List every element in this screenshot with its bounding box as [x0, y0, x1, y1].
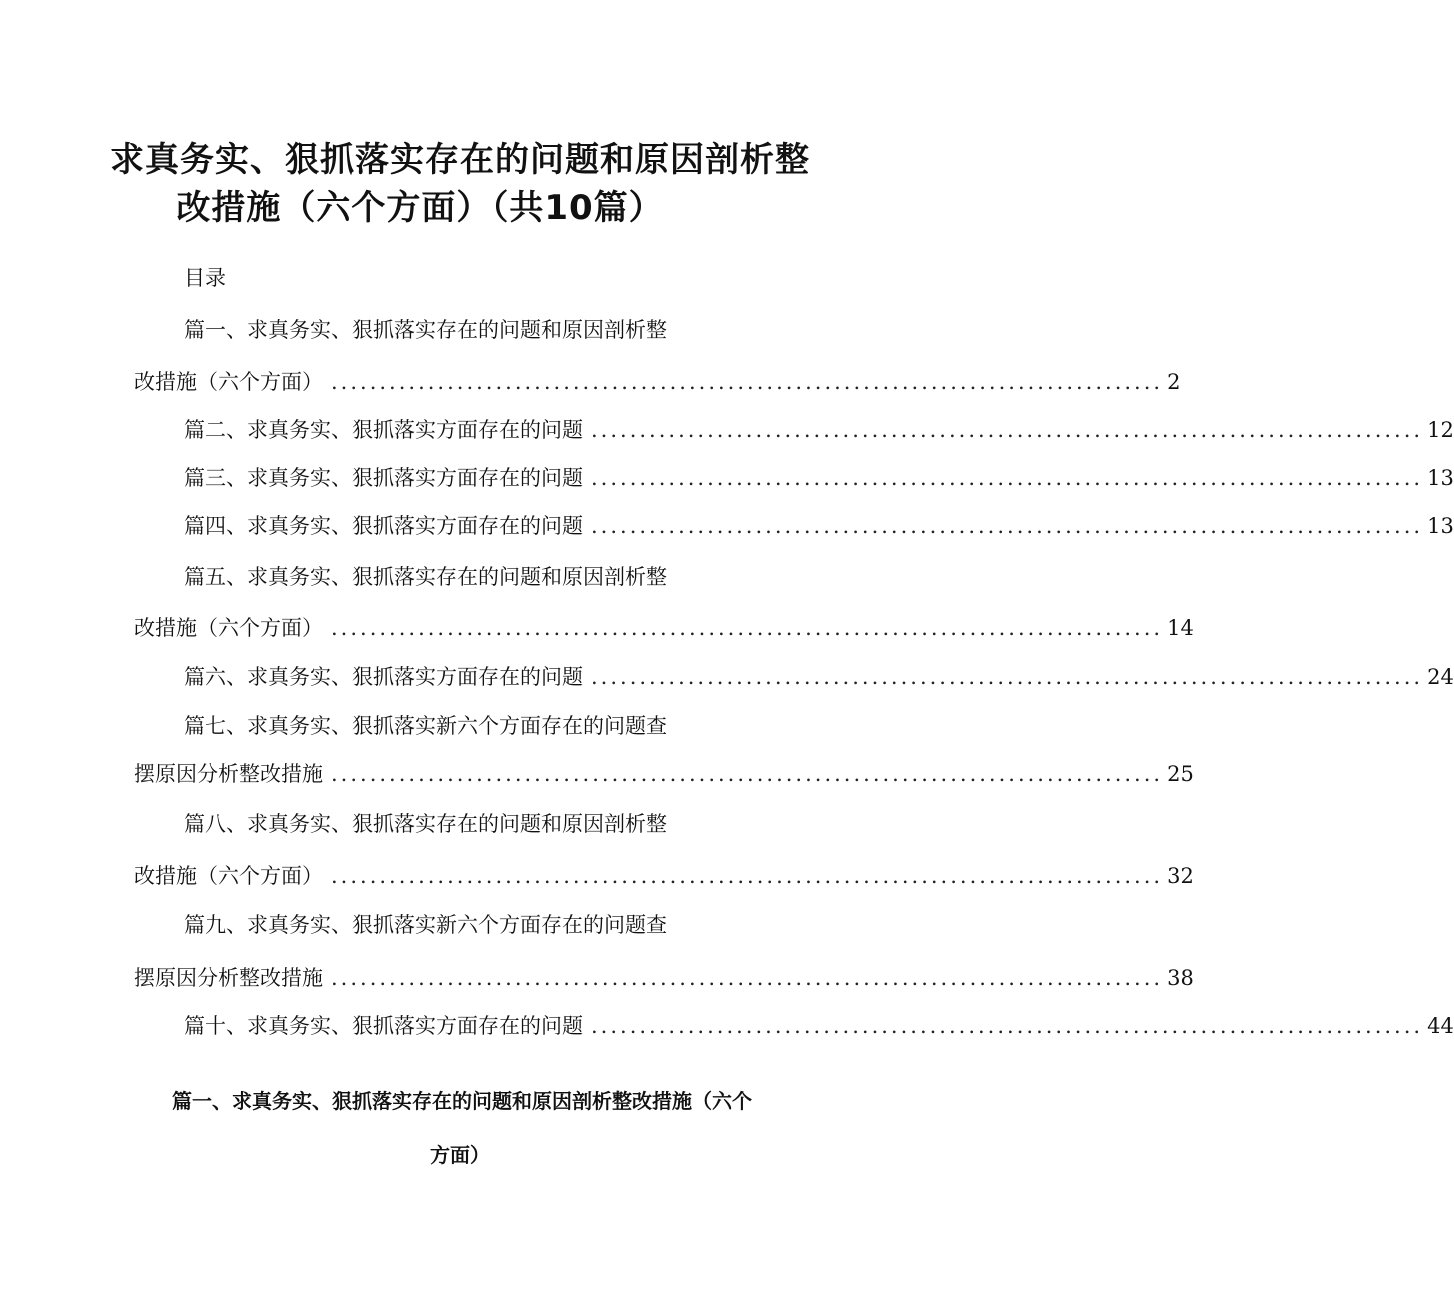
toc-entry-1-line-1[interactable]: 篇一、求真务实、狠抓落实存在的问题和原因剖析整: [184, 318, 667, 342]
toc-entry-text: 篇十、求真务实、狠抓落实方面存在的问题: [184, 1014, 583, 1038]
toc-page-number: 12: [1427, 418, 1454, 442]
toc-page-number: 2: [1167, 370, 1181, 394]
toc-page-number: 38: [1167, 966, 1194, 990]
toc-entry-3[interactable]: [184, 462, 1454, 494]
section-heading-line-1: 篇一、求真务实、狠抓落实存在的问题和原因剖析整改措施（六个: [172, 1089, 752, 1113]
toc-page-number: 44: [1427, 1014, 1454, 1038]
toc-leader-dots: ......................................................................................: [331, 616, 1164, 640]
toc-entry-text: 摆原因分析整改措施: [134, 762, 323, 786]
toc-entry-text: 改措施（六个方面）: [134, 370, 323, 394]
toc-leader-dots: ......................................................................................: [591, 1014, 1424, 1038]
toc-entry-8-line-1[interactable]: 篇八、求真务实、狠抓落实存在的问题和原因剖析整: [184, 812, 667, 836]
toc-leader-dots: ......................................................................................: [331, 762, 1164, 786]
toc-heading: 目录: [184, 266, 226, 290]
toc-entry-text: 摆原因分析整改措施: [134, 966, 323, 990]
toc-page-number: 25: [1167, 762, 1194, 786]
toc-entry-text: 改措施（六个方面）: [134, 864, 323, 888]
toc-entry-text: 篇二、求真务实、狠抓落实方面存在的问题: [184, 418, 583, 442]
toc-page-number: 32: [1167, 864, 1194, 888]
toc-leader-dots: ......................................................................................: [591, 466, 1424, 490]
toc-entry-text: 篇三、求真务实、狠抓落实方面存在的问题: [184, 466, 583, 490]
document-title-line-2: 改措施（六个方面）（共10篇）: [176, 188, 664, 228]
toc-entry-4[interactable]: [184, 510, 1454, 542]
toc-entry-9-line-1[interactable]: 篇九、求真务实、狠抓落实新六个方面存在的问题查: [184, 913, 667, 937]
toc-leader-dots: ......................................................................................: [331, 370, 1164, 394]
toc-leader-dots: ......................................................................................: [331, 864, 1164, 888]
document-title-line-1: 求真务实、狠抓落实存在的问题和原因剖析整: [110, 140, 810, 180]
toc-leader-dots: ......................................................................................: [331, 966, 1164, 990]
toc-leader-dots: ......................................................................................: [591, 514, 1424, 538]
toc-entry-6[interactable]: [184, 661, 1454, 693]
toc-entry-5-line-1[interactable]: 篇五、求真务实、狠抓落实存在的问题和原因剖析整: [184, 565, 667, 589]
toc-page-number: 14: [1167, 616, 1194, 640]
toc-leader-dots: ......................................................................................: [591, 418, 1424, 442]
toc-entry-10[interactable]: [184, 1010, 1454, 1042]
toc-leader-dots: ......................................................................................: [591, 665, 1424, 689]
toc-entry-7-line-1[interactable]: 篇七、求真务实、狠抓落实新六个方面存在的问题查: [184, 714, 667, 738]
toc-page-number: 13: [1427, 466, 1454, 490]
toc-entry-7-line-2[interactable]: [134, 758, 1194, 790]
toc-entry-text: 篇四、求真务实、狠抓落实方面存在的问题: [184, 514, 583, 538]
toc-page-number: 13: [1427, 514, 1454, 538]
toc-entry-5-line-2[interactable]: [134, 612, 1194, 644]
toc-entry-text: 篇六、求真务实、狠抓落实方面存在的问题: [184, 665, 583, 689]
toc-entry-8-line-2[interactable]: [134, 860, 1194, 892]
toc-entry-9-line-2[interactable]: [134, 962, 1194, 994]
toc-entry-1-line-2[interactable]: [134, 366, 1181, 398]
toc-entry-2[interactable]: [184, 414, 1454, 446]
toc-page-number: 24: [1427, 665, 1454, 689]
section-heading-line-2: 方面）: [430, 1143, 490, 1167]
toc-entry-text: 改措施（六个方面）: [134, 616, 323, 640]
